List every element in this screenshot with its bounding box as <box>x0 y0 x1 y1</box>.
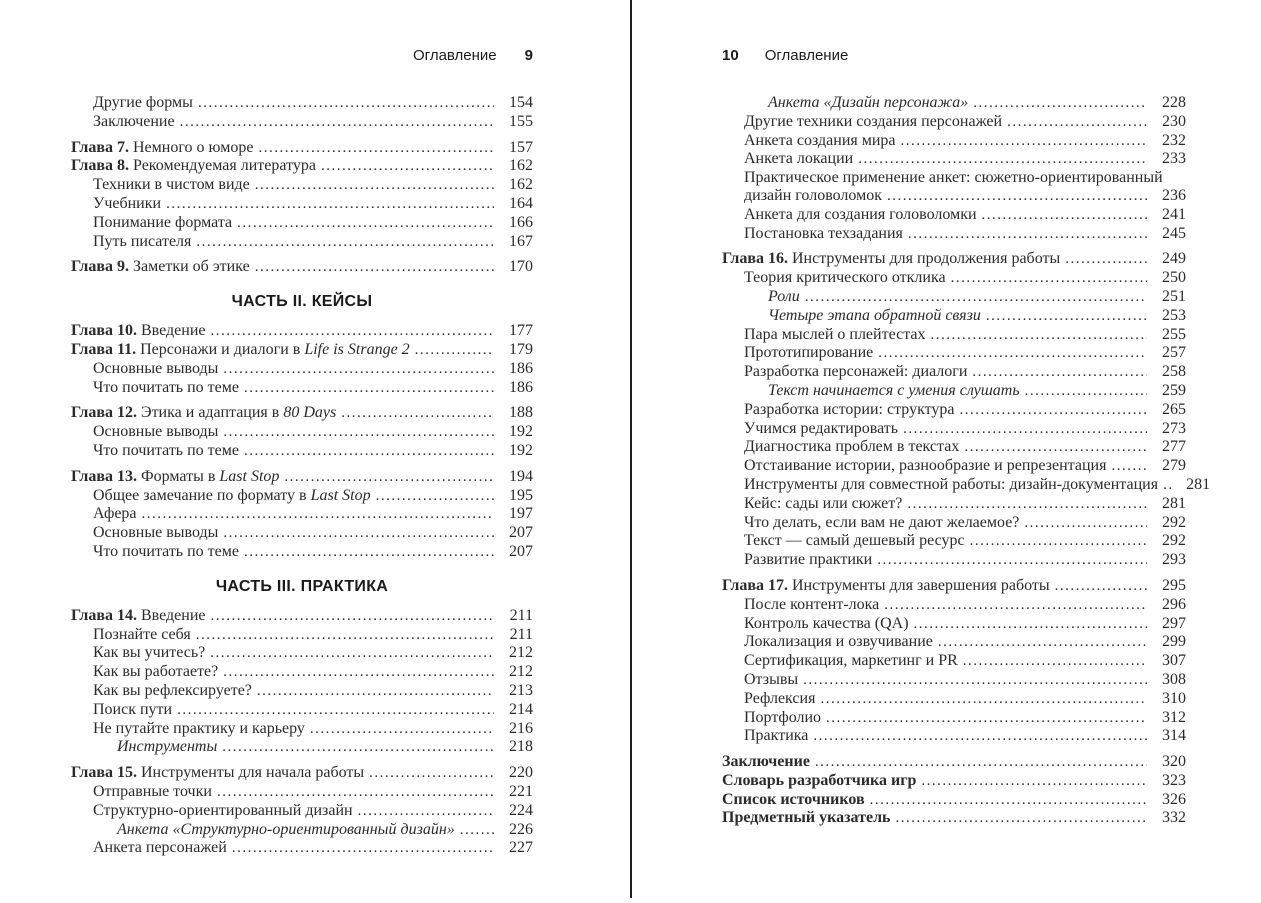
toc-entry-title: Что делать, если вам не дают желаемое? <box>744 513 1020 531</box>
toc-entry-page: 314 <box>1162 727 1186 745</box>
toc-entry-page: 251 <box>1162 287 1186 305</box>
dot-leader <box>877 551 1147 570</box>
toc-entry <box>71 524 533 543</box>
toc-entry-title: Глава 7. Немного о юморе <box>71 138 254 156</box>
toc-entry-title: Общее замечание по формату в Last Stop <box>93 486 371 504</box>
dot-leader <box>1025 382 1147 401</box>
toc-entry-title: Прототипирование <box>744 344 874 362</box>
toc-entry <box>722 532 1186 551</box>
dot-leader <box>826 709 1147 728</box>
toc-entry <box>722 596 1186 615</box>
dot-leader <box>813 727 1147 746</box>
toc-entry-page: 170 <box>509 258 533 276</box>
toc-entry-title: Другие формы <box>93 94 193 111</box>
dot-leader <box>907 495 1147 514</box>
toc-entry <box>71 468 533 487</box>
toc-entry-title: Портфолио <box>744 708 822 726</box>
toc-entry-page: 307 <box>1162 652 1186 670</box>
dot-leader <box>960 401 1147 420</box>
toc-entry-page: 310 <box>1162 689 1186 707</box>
page-spine-divider <box>630 0 632 898</box>
dot-leader <box>223 524 494 543</box>
toc-entry-page: 255 <box>1162 325 1186 343</box>
dot-leader <box>938 633 1147 652</box>
toc-entry <box>71 738 533 757</box>
toc-entry-page: 192 <box>509 423 533 441</box>
toc-entry-title: Что почитать по теме <box>93 378 239 396</box>
toc-entry-page: 258 <box>1162 363 1186 381</box>
toc-entry-title: Локализация и озвучивание <box>744 633 933 651</box>
toc-entry-title: Структурно-ориентированный дизайн <box>93 801 353 819</box>
dot-leader <box>805 288 1147 307</box>
dot-leader <box>951 269 1147 288</box>
dot-leader <box>1007 113 1147 132</box>
toc-entry-title: Текст начинается с умения слушать <box>768 381 1020 399</box>
toc-entry <box>722 132 1186 151</box>
toc-entry-page: 154 <box>509 94 533 111</box>
dot-leader <box>887 187 1147 206</box>
toc-entry-page: 292 <box>1162 513 1186 531</box>
toc-entry-page: 326 <box>1162 790 1186 808</box>
toc-entry-title: Путь писателя <box>93 232 192 250</box>
dot-leader <box>358 802 494 821</box>
dot-leader <box>258 139 494 158</box>
toc-entry-page: 179 <box>509 340 533 358</box>
dot-leader <box>321 157 494 176</box>
toc-entry-title: Глава 15. Инструменты для начала работы <box>71 764 365 782</box>
toc-entry-title: Что почитать по теме <box>93 441 239 459</box>
dot-leader <box>222 738 494 757</box>
toc-entry-title: Учимся редактировать <box>744 419 899 437</box>
toc-entry-page: 162 <box>509 176 533 194</box>
toc-entry-title: Глава 10. Введение <box>71 322 206 340</box>
toc-entry <box>722 633 1186 652</box>
toc-entry <box>71 442 533 461</box>
toc-entry-page: 155 <box>509 112 533 130</box>
toc-entry-title: Заключение <box>722 753 810 771</box>
toc-entry <box>722 113 1186 132</box>
toc-entry-page: 192 <box>509 441 533 459</box>
dot-leader <box>244 543 494 562</box>
toc-entry-page: 211 <box>509 625 533 643</box>
toc-entry-page: 212 <box>509 644 533 662</box>
toc-entry-page: 232 <box>1162 131 1186 149</box>
toc-entry-title: Отстаивание истории, разнообразие и репрезентация <box>744 457 1107 475</box>
toc-entry-title: Учебники <box>93 194 162 212</box>
toc-entry-page: 332 <box>1162 809 1186 827</box>
toc-entry-page: 323 <box>1162 771 1186 789</box>
toc-entry <box>71 360 533 379</box>
toc-entry-page: 277 <box>1162 438 1186 456</box>
toc-entry <box>722 94 1186 113</box>
toc-entry <box>722 269 1186 288</box>
dot-leader <box>210 644 494 663</box>
dot-leader <box>180 113 494 132</box>
toc-entry-title: Теория критического отклика <box>744 269 946 287</box>
dot-leader <box>376 487 494 506</box>
toc-entry-page: 236 <box>1162 186 1186 204</box>
page-left <box>71 47 533 858</box>
toc-entry <box>71 607 533 626</box>
toc-entry-title: Постановка техзадания <box>744 224 903 242</box>
dot-leader <box>973 94 1147 113</box>
dot-leader <box>901 132 1147 151</box>
toc-entry <box>722 457 1186 476</box>
toc-entry-title: Поиск пути <box>93 700 173 718</box>
running-header-page-number: 9 <box>524 47 533 64</box>
toc-entry-title: Понимание формата <box>93 213 233 231</box>
toc-entry <box>722 791 1186 810</box>
toc-entry-title: Что почитать по теме <box>93 542 239 560</box>
toc-entry-page: 195 <box>509 486 533 504</box>
toc-entry <box>71 783 533 802</box>
toc-entry <box>71 195 533 214</box>
toc-entry-page: 265 <box>1162 400 1186 418</box>
toc-entry-title: Диагностика проблем в текстах <box>744 438 960 456</box>
toc-entry <box>71 663 533 682</box>
dot-leader <box>460 821 494 840</box>
dot-leader <box>257 682 494 701</box>
running-header-page-number: 10 <box>722 47 739 64</box>
toc-entry-title: Анкета для создания головоломки <box>744 205 977 223</box>
toc-entry-title: Отправные точки <box>93 782 212 800</box>
toc-entry-title: Анкета «Дизайн персонажа» <box>768 94 969 111</box>
toc-entry-title: Пара мыслей о плейтестах <box>744 325 926 343</box>
toc-entry-page: 292 <box>1162 532 1186 550</box>
toc-entry-title: Основные выводы <box>93 359 219 377</box>
toc-entry-page: 218 <box>509 738 533 756</box>
toc-entry <box>722 150 1186 169</box>
toc-entry-title: Анкета создания мира <box>744 131 896 149</box>
toc-entry-page: 320 <box>1162 753 1186 771</box>
toc-entry <box>722 206 1186 225</box>
toc-entry <box>722 420 1186 439</box>
toc-entry-page: 177 <box>509 322 533 340</box>
toc-entry <box>722 577 1186 596</box>
toc-entry-title: Глава 8. Рекомендуемая литература <box>71 157 316 175</box>
toc-entry <box>722 288 1186 307</box>
toc-entry-page: 250 <box>1162 269 1186 287</box>
toc-entry-title: Инструменты <box>117 738 218 756</box>
toc-entry <box>71 157 533 176</box>
dot-leader <box>1024 514 1147 533</box>
dot-leader <box>142 505 494 524</box>
toc-entry-page: 230 <box>1162 112 1186 130</box>
toc-entry <box>722 382 1186 401</box>
dot-leader <box>1065 250 1147 269</box>
toc-entry-page: 220 <box>509 764 533 782</box>
dot-leader <box>223 663 494 682</box>
toc-entry <box>722 753 1186 772</box>
toc-entry <box>722 363 1186 382</box>
toc-entry-page: 227 <box>509 839 533 857</box>
toc-entry <box>722 727 1186 746</box>
toc-entry-title: После контент-лока <box>744 595 880 613</box>
toc-entry-title: Как вы учитесь? <box>93 644 206 662</box>
toc-entry-page: 213 <box>509 681 533 699</box>
toc-entry <box>71 139 533 158</box>
dot-leader <box>223 423 494 442</box>
toc-entry-title: Как вы рефлексируете? <box>93 681 252 699</box>
dot-leader <box>166 195 494 214</box>
toc-entry-title: Глава 16. Инструменты для продолжения работы <box>722 250 1061 268</box>
dot-leader <box>972 363 1147 382</box>
dot-leader <box>415 341 494 360</box>
dot-leader <box>930 326 1147 345</box>
toc-entry-title: Развитие практики <box>744 551 873 569</box>
dot-leader <box>211 322 495 341</box>
dot-leader <box>177 701 494 720</box>
toc-entry-page: 253 <box>1162 306 1186 324</box>
toc-entry-title: Рефлексия <box>744 689 816 707</box>
toc-entry-title: Анкета персонажей <box>93 839 227 857</box>
toc-entry-title: Основные выводы <box>93 423 219 441</box>
toc-entry <box>722 690 1186 709</box>
toc-entry-title: Анкета локации <box>744 150 854 168</box>
toc-entry-page: 233 <box>1162 150 1186 168</box>
toc-entry-title: Четыре этапа обратной связи <box>768 306 981 324</box>
toc-entry-page: 281 <box>1186 475 1211 493</box>
toc-entry-page: 299 <box>1162 633 1186 651</box>
toc-entry <box>722 772 1186 791</box>
toc-entry-title: Сертификация, маркетинг и PR <box>744 652 958 670</box>
toc-entry-title: Техники в чистом виде <box>93 176 250 194</box>
toc-entry-title: Анкета «Структурно-ориентированный дизайн» <box>117 820 455 838</box>
toc-entry-page: 157 <box>509 138 533 156</box>
toc-entry-page: 194 <box>509 467 533 485</box>
dot-leader <box>1111 457 1147 476</box>
toc-entry <box>71 113 533 132</box>
toc-entry-page: 245 <box>1162 224 1186 242</box>
dot-leader <box>244 379 494 398</box>
toc-entry-page: 207 <box>509 542 533 560</box>
toc-entry-page: 188 <box>509 404 533 422</box>
toc-entry-page: 211 <box>509 606 533 624</box>
toc-entry-page: 241 <box>1162 205 1186 223</box>
toc-entry-title: Познайте себя <box>93 625 191 643</box>
toc-entry-title: Инструменты для совместной работы: дизайн-документация <box>744 475 1159 493</box>
toc-entry-page: 216 <box>509 719 533 737</box>
dot-leader <box>217 783 494 802</box>
toc-entry-page: 167 <box>509 232 533 250</box>
toc-entry <box>722 495 1186 514</box>
toc-entry-title: Предметный указатель <box>722 809 891 827</box>
toc-entry <box>71 487 533 506</box>
toc-entry <box>722 250 1186 269</box>
toc-entry <box>722 326 1186 345</box>
toc-entry <box>722 169 1186 187</box>
toc-entry-page: 228 <box>1162 94 1186 111</box>
toc-entry-title: Список источников <box>722 790 865 808</box>
toc-entry-page: 297 <box>1162 614 1186 632</box>
toc-entry <box>71 505 533 524</box>
toc-entry <box>71 626 533 645</box>
toc-entry-page: 166 <box>509 213 533 231</box>
toc-entry <box>71 233 533 252</box>
toc-entry <box>722 344 1186 363</box>
toc-entry <box>71 720 533 739</box>
toc-entry <box>722 475 1211 495</box>
toc-entry-page: 293 <box>1162 551 1186 569</box>
toc-entry-page: 221 <box>509 782 533 800</box>
toc-entry-title: Как вы работаете? <box>93 663 219 681</box>
toc-entry-page: 212 <box>509 663 533 681</box>
toc-entry-title: Глава 11. Персонажи и диалоги в Life is Strange 2 <box>71 340 410 358</box>
toc-entry-page: 312 <box>1162 708 1186 726</box>
toc-entry-page: 249 <box>1162 250 1186 268</box>
dot-leader <box>1163 476 1171 495</box>
toc-entry-title: Текст — самый дешевый ресурс <box>744 532 965 550</box>
dot-leader <box>982 206 1147 225</box>
toc-entry <box>71 94 533 113</box>
toc-entry-page: 279 <box>1162 457 1186 475</box>
toc-entry-title: Разработка истории: структура <box>744 400 955 418</box>
toc-entry-title: Глава 9. Заметки об этике <box>71 258 250 276</box>
toc-entry-title: Контроль качества (QA) <box>744 614 909 632</box>
toc-entry-title: Глава 12. Этика и адаптация в 80 Days <box>71 404 337 422</box>
toc-entry-page: 296 <box>1162 595 1186 613</box>
toc-entry <box>71 423 533 442</box>
toc-entry <box>71 821 533 840</box>
page-right <box>722 47 1211 828</box>
toc-entry-page: 308 <box>1162 670 1186 688</box>
toc-entry <box>71 258 533 277</box>
toc-entry <box>71 764 533 783</box>
toc-entry <box>722 709 1186 728</box>
dot-leader <box>878 344 1147 363</box>
toc-entry <box>71 322 533 341</box>
dot-leader <box>964 438 1147 457</box>
toc-entry <box>722 187 1186 206</box>
dot-leader <box>870 791 1147 810</box>
toc-entry-title: Глава 17. Инструменты для завершения работы <box>722 576 1050 594</box>
toc-entry-title: Не путайте практику и карьеру <box>93 719 305 737</box>
dot-leader <box>921 772 1147 791</box>
toc-entry-page: 197 <box>509 505 533 523</box>
dot-leader <box>914 615 1147 634</box>
toc-entry <box>722 225 1186 244</box>
dot-leader <box>196 233 494 252</box>
dot-leader <box>255 176 494 195</box>
dot-leader <box>820 690 1147 709</box>
dot-leader <box>232 839 494 858</box>
dot-leader <box>803 671 1147 690</box>
toc-entry <box>722 809 1186 828</box>
toc-entry-title: Словарь разработчика игр <box>722 771 917 789</box>
toc-entry-page: 186 <box>509 359 533 377</box>
toc-entry <box>722 401 1186 420</box>
dot-leader <box>1055 577 1147 596</box>
toc-entry <box>71 839 533 858</box>
toc-entry <box>722 652 1186 671</box>
toc-entry-title: Глава 13. Форматы в Last Stop <box>71 467 280 485</box>
dot-leader <box>255 258 494 277</box>
toc-entry <box>722 671 1186 690</box>
toc-entry-title: Практика <box>744 727 809 745</box>
dot-leader <box>223 360 494 379</box>
toc-entry-page: 295 <box>1162 576 1186 594</box>
toc-entry-title: Практическое применение анкет: сюжетно-ориентированный <box>744 169 1163 187</box>
toc-entry <box>722 514 1186 533</box>
dot-leader <box>815 753 1147 772</box>
dot-leader <box>244 442 494 461</box>
dot-leader <box>896 809 1147 828</box>
dot-leader <box>858 150 1147 169</box>
dot-leader <box>963 652 1147 671</box>
dot-leader <box>884 596 1147 615</box>
toc-entry-page: 273 <box>1162 419 1186 437</box>
running-header-title: Оглавление <box>764 47 849 64</box>
part-heading: ЧАСТЬ II. КЕЙСЫ <box>231 293 373 311</box>
toc-entry-title: дизайн головоломок <box>744 186 882 204</box>
toc-entry-page: 214 <box>509 700 533 718</box>
dot-leader <box>237 214 494 233</box>
running-header <box>722 47 1186 65</box>
dot-leader <box>970 532 1147 551</box>
toc-entry-page: 207 <box>509 524 533 542</box>
toc-entry <box>71 543 533 562</box>
running-header <box>71 47 533 65</box>
dot-leader <box>310 720 494 739</box>
toc-entry <box>722 615 1186 634</box>
toc-entry-title: Заключение <box>93 112 175 130</box>
toc-entry <box>71 214 533 233</box>
running-header-title: Оглавление <box>413 47 497 64</box>
dot-leader <box>198 94 494 113</box>
toc-entry-page: 186 <box>509 378 533 396</box>
dot-leader <box>903 420 1147 439</box>
dot-leader <box>986 307 1147 326</box>
toc-entry-title: Разработка персонажей: диалоги <box>744 363 968 381</box>
toc-entry <box>71 701 533 720</box>
toc-entry-page: 224 <box>509 801 533 819</box>
toc-list <box>722 94 1211 828</box>
toc-entry-title: Афера <box>93 505 137 523</box>
dot-leader <box>908 225 1147 244</box>
toc-entry <box>722 438 1186 457</box>
toc-entry-title: Роли <box>768 287 800 305</box>
toc-entry <box>71 176 533 195</box>
toc-list <box>71 94 533 858</box>
toc-entry-title: Основные выводы <box>93 524 219 542</box>
dot-leader <box>284 468 494 487</box>
toc-entry <box>722 307 1186 326</box>
toc-entry-page: 162 <box>509 157 533 175</box>
dot-leader <box>341 404 494 423</box>
toc-entry <box>71 341 533 360</box>
dot-leader <box>196 626 494 645</box>
toc-entry <box>71 644 533 663</box>
toc-entry-page: 164 <box>509 194 533 212</box>
toc-entry-title: Кейс: сады или сюжет? <box>744 494 903 512</box>
toc-entry-title: Другие техники создания персонажей <box>744 112 1003 130</box>
dot-leader <box>211 607 495 626</box>
toc-entry-page: 257 <box>1162 344 1186 362</box>
toc-entry <box>71 802 533 821</box>
toc-entry <box>71 404 533 423</box>
part-heading: ЧАСТЬ III. ПРАКТИКА <box>215 577 389 595</box>
toc-entry-page: 226 <box>509 820 533 838</box>
toc-entry-title: Отзывы <box>744 670 799 688</box>
toc-entry <box>71 682 533 701</box>
toc-entry <box>722 551 1186 570</box>
toc-entry-page: 259 <box>1162 381 1186 399</box>
toc-entry <box>71 379 533 398</box>
toc-entry-title: Глава 14. Введение <box>71 606 206 624</box>
toc-entry-page: 281 <box>1162 494 1186 512</box>
dot-leader <box>369 764 494 783</box>
